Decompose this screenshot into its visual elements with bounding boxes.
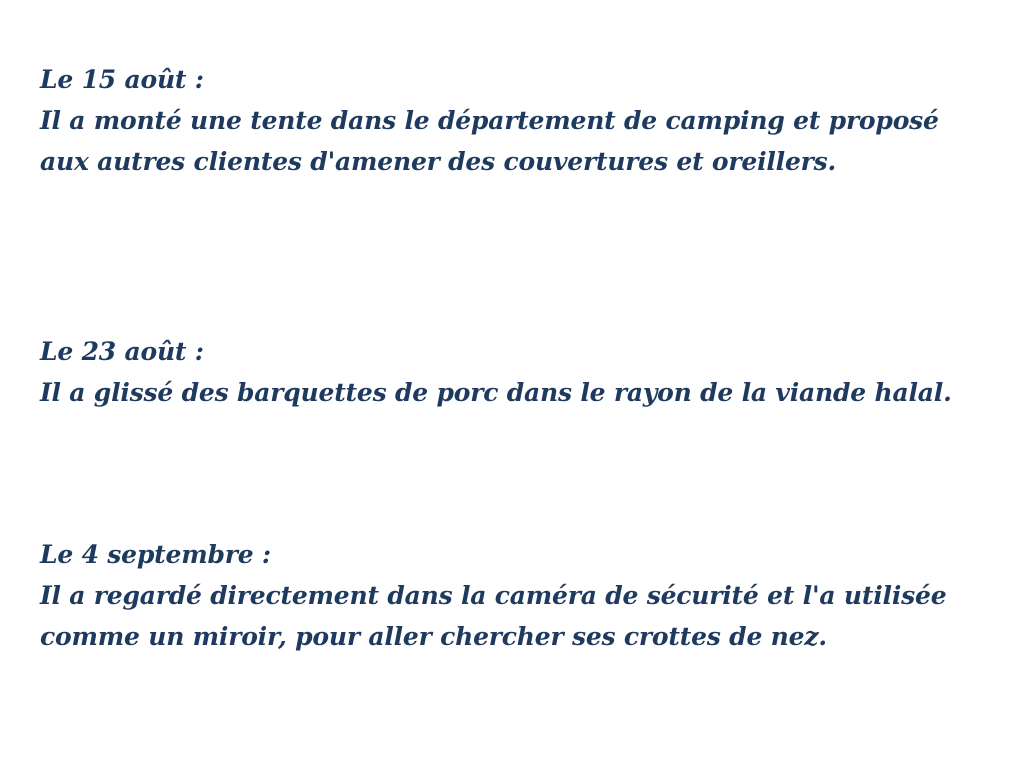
entry-text: Il a monté une tente dans le département de camping et proposé aux autres clientes d'amener des couvertures et oreillers.	[40, 106, 939, 176]
entry-15-aout	[40, 59, 970, 182]
entry-4-septembre	[40, 534, 970, 657]
entry-date: Le 4 septembre :	[40, 540, 271, 569]
entry-date: Le 15 août :	[40, 65, 204, 94]
entry-text: Il a regardé directement dans la caméra de sécurité et l'a utilisée comme un miroir, pour aller chercher ses crottes de nez.	[40, 581, 947, 651]
entry-text: Il a glissé des barquettes de porc dans le rayon de la viande halal.	[40, 378, 952, 407]
entry-date: Le 23 août :	[40, 337, 204, 366]
entry-23-aout	[40, 331, 970, 413]
